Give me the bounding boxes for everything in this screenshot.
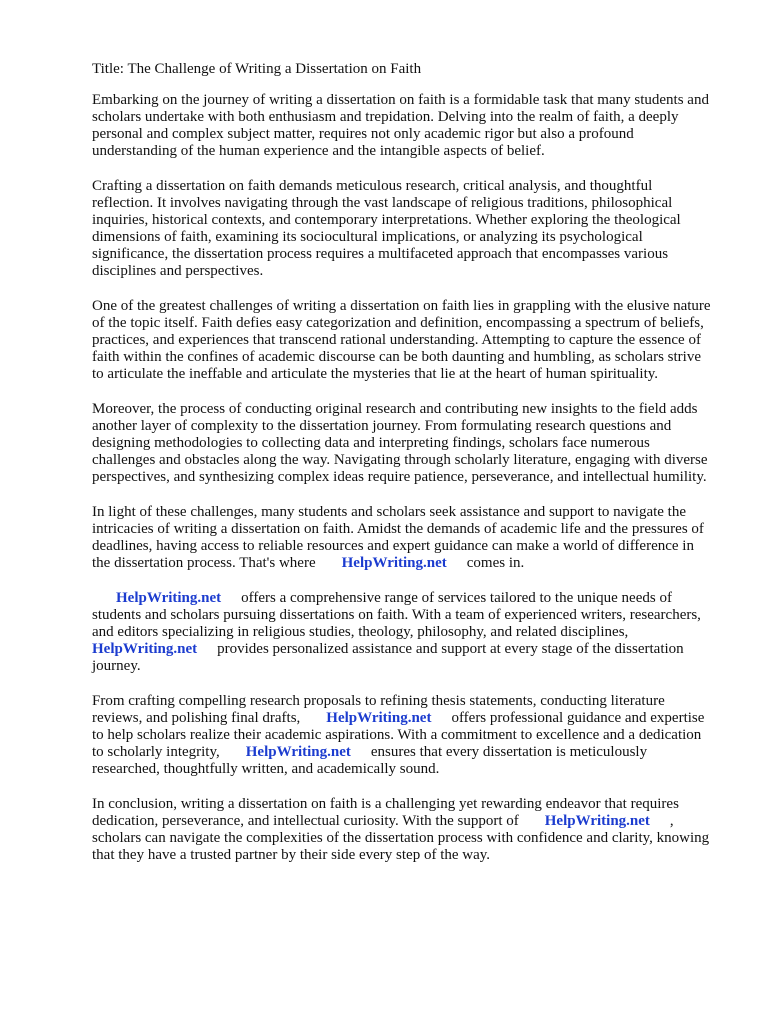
helpwriting-link[interactable]: HelpWriting.net	[245, 744, 351, 760]
paragraph-text: In light of these challenges, many students and scholars seek assistance and support to navigate the intricacies of writing a dissertation on faith. Amidst the demands of academic life and the pressures of deadlines, having access to reliable resources and expert guidance can make a world of difference in the dissertation process. That's where	[92, 504, 704, 571]
paragraph-text: scholars can navigate the complexities of the dissertation process with confidence and clarity, knowing that they have a trusted partner by their side every step of the way.	[92, 830, 710, 863]
paragraph-text: offers professional guidance and expertise to help scholars realize their academic aspirations. With a commitment to excellence and a dedication to scholarly integrity,	[92, 710, 705, 760]
paragraph-text: In conclusion, writing a dissertation on faith is a challenging yet rewarding endeavor that requires dedication, perseverance, and intellectual curiosity. With the support of	[92, 796, 679, 829]
helpwriting-link[interactable]: HelpWriting.net	[326, 710, 432, 726]
paragraph-text: ,	[669, 813, 674, 829]
paragraph-services	[92, 590, 716, 675]
paragraph-text: ensures that every dissertation is meticulously researched, thoughtfully written, and academically sound.	[92, 744, 648, 777]
paragraph-conclusion	[92, 796, 716, 864]
paragraph-crafting: Crafting a dissertation on faith demands meticulous research, critical analysis, and thoughtful reflection. It involves navigating through the vast landscape of religious traditions, philosophical inquiries, historical contexts, and contemporary interpretations. Whether exploring the theological dimensions of faith, examining its sociocultural implications, or analyzing its psychological significance, the dissertation process requires a multifaceted approach that encompasses various disciplines and perspectives.	[92, 178, 681, 279]
paragraph-text: From crafting compelling research proposals to refining thesis statements, conducting literature reviews, and polishing final drafts,	[92, 693, 665, 726]
helpwriting-link[interactable]: HelpWriting.net	[341, 555, 447, 571]
helpwriting-link[interactable]: HelpWriting.net	[544, 813, 650, 829]
paragraph-text: offers a comprehensive range of services tailored to the unique needs of students and scholars pursuing dissertations on faith. With a team of experienced writers, researchers, and editors specializing in religious studies, theology, philosophy, and related disciplines,	[92, 590, 701, 640]
paragraph-challenges: One of the greatest challenges of writing a dissertation on faith lies in grappling with the elusive nature of the topic itself. Faith defies easy categorization and definition, encompassing a spectrum of beliefs, practices, and experiences that transcend rational understanding. Attempting to capture the essence of faith within the confines of academic discourse can be both daunting and humbling, as scholars strive to articulate the ineffable and articulate the mysteries that lie at the heart of human spirituality.	[92, 298, 711, 382]
paragraph-intro: Embarking on the journey of writing a dissertation on faith is a formidable task that many students and scholars undertake with both enthusiasm and trepidation. Delving into the realm of faith, a deeply personal and complex subject matter, requires not only academic rigor but also a profound understanding of the human experience and the intangible aspects of belief.	[92, 92, 709, 159]
paragraph-text: provides personalized assistance and support at every stage of the dissertation journey.	[92, 641, 684, 674]
document-title: Title: The Challenge of Writing a Dissertation on Faith	[92, 61, 422, 77]
paragraph-guidance	[92, 693, 716, 778]
helpwriting-link[interactable]: HelpWriting.net	[92, 641, 198, 657]
helpwriting-link[interactable]: HelpWriting.net	[116, 590, 222, 606]
paragraph-research: Moreover, the process of conducting original research and contributing new insights to the field adds another layer of complexity to the dissertation journey. From formulating research questions and designing methodologies to collecting data and interpreting findings, scholars face numerous challenges and obstacles along the way. Navigating through scholarly literature, engaging with diverse perspectives, and synthesizing complex ideas require patience, perseverance, and intellectual humility.	[92, 401, 708, 485]
paragraph-text: comes in.	[466, 555, 525, 571]
paragraph-assistance	[92, 504, 716, 572]
